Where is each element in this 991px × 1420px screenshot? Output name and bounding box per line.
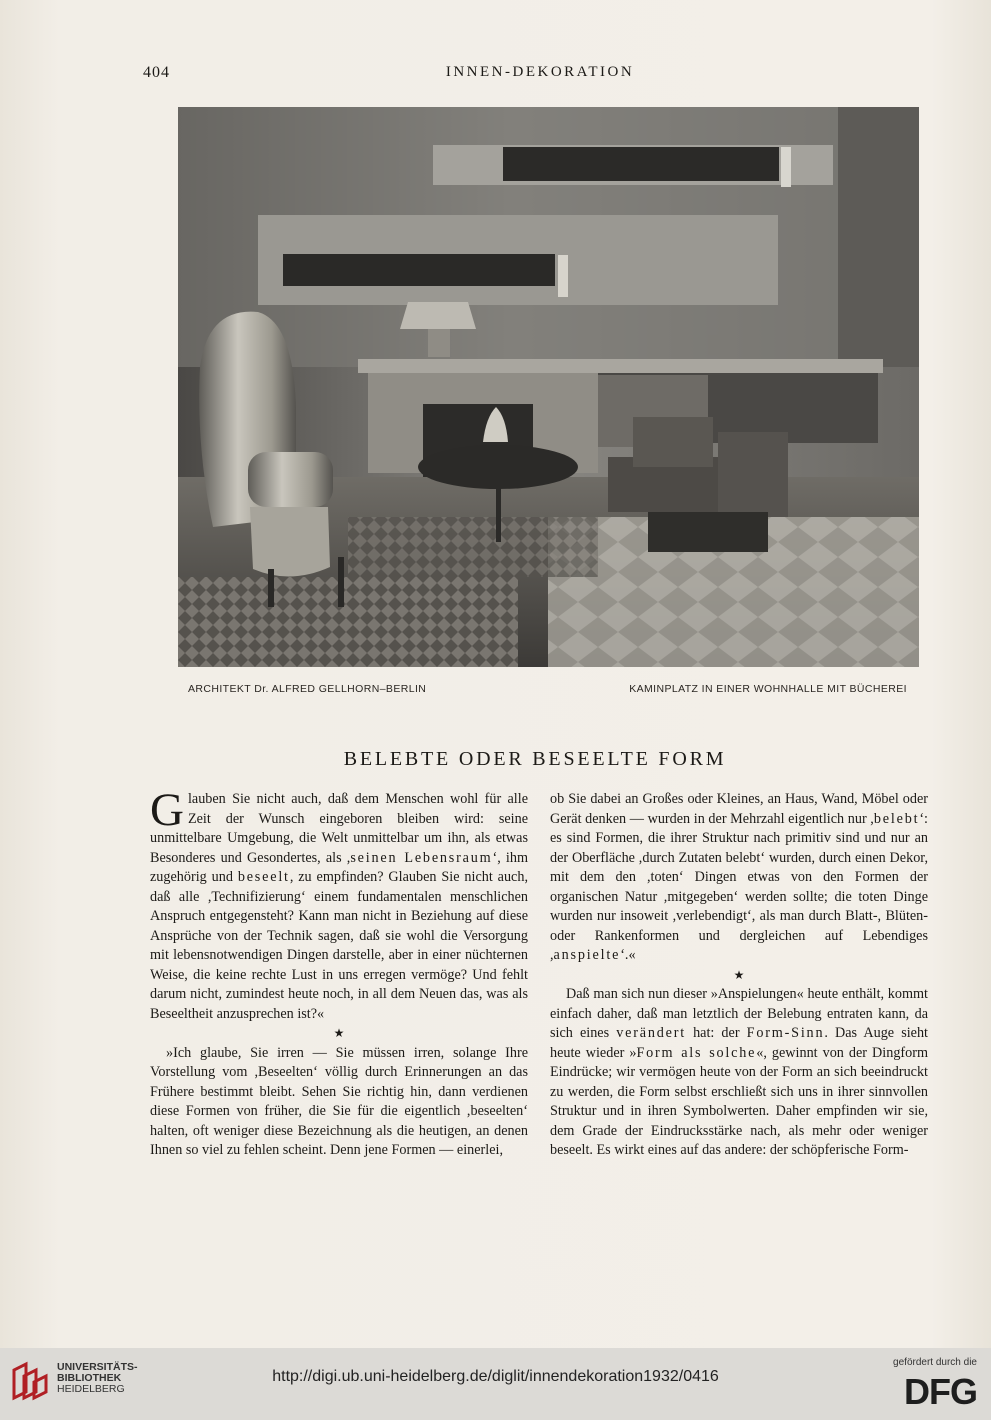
article-title: BELEBTE ODER BESEELTE FORM: [343, 748, 727, 770]
permalink-url[interactable]: http://digi.ub.uni-heidelberg.de/diglit/innendekoration1932/0416: [272, 1368, 719, 1385]
photo-caption-architect: ARCHITEKT Dr. ALFRED GELLHORN–BERLIN: [188, 683, 427, 695]
library-name: UNIVERSITÄTS- BIBLIOTHEK HEIDELBERG: [57, 1361, 138, 1395]
paragraph: »Ich glaube, Sie irren — Sie müssen irren, solange Ihre Vorstellung vom ,Beseelten‘ völlig durch Erinnerungen an das Frühere bestimmt bleibt. Sehen Sie richtig hin, dann verdienen diese Formen von früher, die Sie für die eigentlich ,beseelten‘ halten, oft weniger diese Bezeichnung als die heutigen, an denen Ihnen so viel zu fehlen scheint. Denn jene Formen — einerlei,: [150, 1044, 528, 1158]
paragraph: ob Sie dabei an Großes oder Kleines, an Haus, Wand, Möbel oder Gerät denken — wurden in der Mehrzahl eigentlich nur ,belebt‘: es sind Formen, die ihrer Struktur nach primitiv sind und nur an der Oberfläche ,durch Zutaten belebt‘ wurden, durch einen Dekor, mit dem den ,toten‘ Dingen etwas von den Formen der organischen Natur ,mitgegeben‘ werden sollte; die toten Dinge wurden nur insoweit ,verlebendigt‘, als man durch Blatt-, Blüten- oder Rankenformen und dergleichen auf Lebendiges ,anspielte‘.«: [550, 791, 928, 963]
drop-cap: G: [150, 784, 184, 836]
star-separator: ★: [733, 967, 745, 982]
page-header: [0, 64, 991, 84]
page-number: 404: [143, 64, 170, 81]
digitization-footer: [0, 1348, 991, 1420]
paragraph: Daß man sich nun dieser »Anspielungen« heute enthält, kommt einfach daher, daß man letztlich der Belebung entraten kann, da sich eines verändert hat: der Form-Sinn. Das Auge sieht heute wieder »Form als solche«, gewinnt von der Dingform Eindrücke; wir vermögen heute von der Form an sich beeindruckt zu werden, die Form selbst erschließt sich uns in ihrer sinnvollen Struktur und in ihren Symbolwerten. Daher empfinden wir sie, dem Grade der Eindrucksstärke nach, als mehr oder weniger beseelt. Es wirkt eines auf das andere: der schöpferische Form-: [550, 986, 928, 1158]
text-column-right: [550, 790, 928, 1161]
funding-note: gefördert durch die: [893, 1357, 977, 1368]
star-separator: ★: [333, 1026, 345, 1040]
dfg-logo: DFG: [904, 1371, 977, 1412]
interior-photo: [178, 107, 919, 667]
running-title: INNEN-DEKORATION: [445, 64, 635, 80]
text-column-left: [150, 784, 528, 1161]
paragraph: Glauben Sie nicht auch, daß dem Menschen wohl für alle Zeit der Wunsch eingeboren bleiben wird: seine unmittelbare Umgebung, die Welt unmittelbar um ihn, als etwas Besonderes und Gesondertes, als ,seinen Lebensraum‘, ihm zugehörig und beseelt, zu empfinden? Glauben Sie nicht auch, daß alle ,Technifizierung‘ einem fundamentalen menschlichen Anspruch entgegensteht? Kann man nicht in Beziehung auf diese Ansprüche von der Technik sagen, daß sie wohl die Versorgung mit lebensnotwendigen Dingen darstelle, aber in einer nüchternen Weise, die keine rechte Lust in uns erregen vermöge? Und fehlt darum nicht, zumindest heute noch, in all dem Neuen das, was als Beseeltheit anzusprechen ist?«: [150, 784, 528, 1022]
photo-caption-description: KAMINPLATZ IN EINER WOHNHALLE MIT BÜCHEREI: [629, 683, 907, 695]
